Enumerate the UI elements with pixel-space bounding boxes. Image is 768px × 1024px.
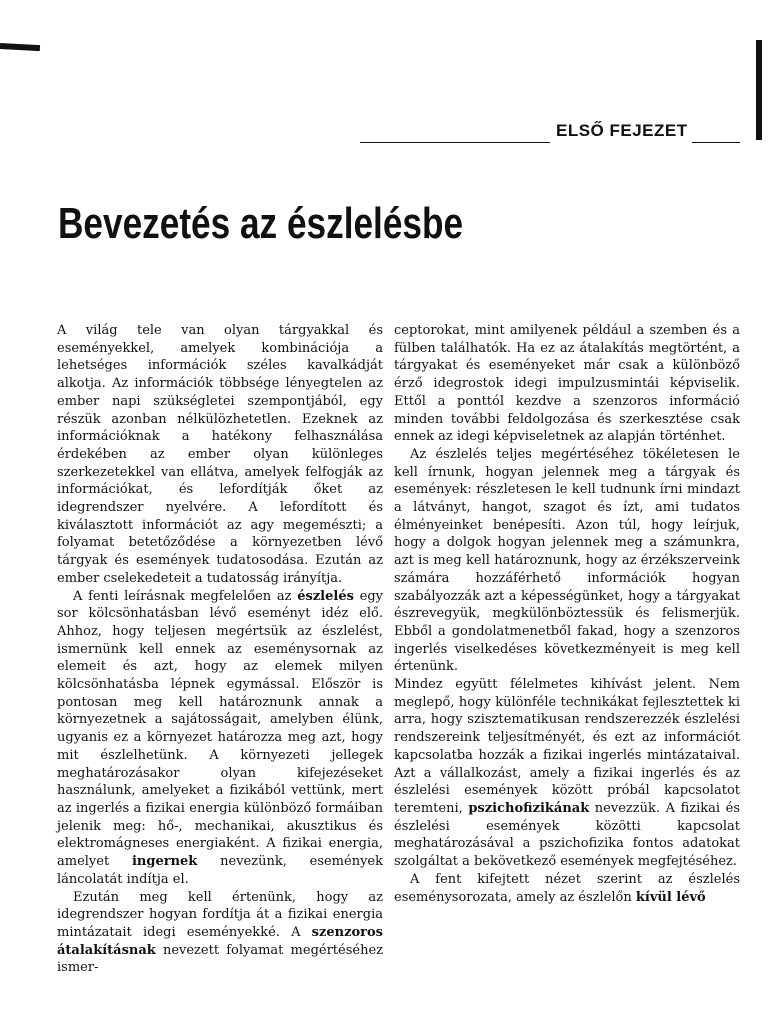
page-title: Bevezetés az észlelésbe [58, 199, 464, 248]
text-run: egy sor kölcsönhatásban lévő eseményt idéz elő. Ahhoz, hogy teljesen megértsük az észlelést, ismernünk kell ennek az eseménysornak az elemeit és azt, hogy az elemek milyen kölcsönhatásba lépnek egymással. Először is pontosan meg kell határoznunk annak a környezetnek a sajátosságait, amelyben élünk, ugyanis ez a környezet határozza meg azt, hogy mit észlelhetünk. A környezeti jellegek meghatározásakor olyan kifejezéseket használunk, amelyeket a fizikából vettünk, mert az ingerlés a fizikai energia különböző formáiban jelenik meg: hő-, mechanikai, akusztikus és elektromágneses energiaként. A fizikai energia, amelyet [57, 588, 383, 870]
text-run: A fenti leírásnak megfelelően az [73, 588, 298, 604]
term-ingernek: ingernek [131, 854, 198, 870]
scan-edge-mark-left [0, 43, 40, 51]
paragraph: ceptorokat, mint amilyenek például a szemben és a fülben találhatók. Ha ez az átalakítás megtörtént, a tárgyakat és eseményeket már csak a különböző érző idegrostok idegi impulzusmintái képviselik. Ettől a ponttól kezdve a szenzoros információ minden további feldolgozása és szerkesztése csak ennek az idegi képviseletnek az alapján történhet. [394, 323, 740, 445]
paragraph: Az észlelés teljes megértéséhez tökéletesen le kell írnunk, hogyan jelennek meg a tárgyak és események: részletesen le kell tudnunk írni mindazt a látványt, hangot, szagot és ízt, ami tudatos élményeinket benépesíti. Azon túl, hogy leírjuk, hogy a dolgok hogyan jelennek meg a számunkra, azt is meg kell határoznunk, hogy az érzékszerveink számára hozzáférhető információk hogyan szabályozzák azt a képességünket, hogy a tárgyakat észrevegyük, megkülönböztessük és felismerjük. Ebből a gondolatmenetből fakad, hogy a szenzoros ingerlés viselkedéses következményeit is meg kell értenünk. [394, 446, 740, 675]
text-run-bold: kívül lévő [635, 889, 706, 905]
paragraph: A világ tele van olyan tárgyakkal és eseményekkel, amelyek kombinációja a lehetséges információk széles kavalkádját alkotja. Az információk többsége lényegtelen az ember napi szükségletei szempontjából, egy részük azonban nélkülözhetetlen. Ezeknek az információknak a hatékony felhasználása érdekében az ember olyan különleges szerkezetekkel van ellátva, amelyek felfogják az információkat, és lefordítják őket az idegrendszer nyelvére. A lefordított és kiválasztott információt az agy megemészti; a folyamat betetőződése a környezetben lévő tárgyak és események tudatosodása. Ezután az ember cselekedeteit a tudatosság irányítja. [57, 323, 383, 586]
term-pszichofizika: pszichofizikának [468, 800, 590, 816]
chapter-header [360, 121, 740, 144]
paragraph [57, 588, 383, 889]
text-run: nevezzük. A fizikai és észlelési események közötti kapcsolat meghatározásával a pszichofizika fontos adatokat szolgáltat a bekövetkező események megfejtéséhez. [394, 800, 740, 870]
paragraph [394, 676, 740, 871]
paragraph [394, 871, 740, 906]
chapter-rule-right [692, 142, 740, 143]
scan-edge-mark-right [756, 40, 762, 140]
paragraph [57, 889, 383, 978]
text-run: nevezünk, események láncolatát indítja el. [57, 854, 383, 887]
chapter-label: ELSŐ FEJEZET [556, 121, 688, 140]
text-run: Ezután meg kell értenünk, hogy az idegrendszer hogyan fordítja át a fizikai energia mintázatait idegi eseményekké. A [57, 889, 383, 940]
text-column-left [57, 322, 383, 977]
text-run: A fent kifejtett nézet szerint az észlelés eseménysorozata, amely az észlelőn [394, 871, 740, 905]
term-eszleles: észlelés [297, 588, 354, 604]
term-szenzoros-atalakitas: szenzoros átalakításnak [57, 924, 383, 958]
text-column-right [394, 322, 740, 906]
text-run: Mindez együtt félelmetes kihívást jelent. Nem meglepő, hogy különféle technikákat fejlesztettek ki arra, hogy szisztematikusan rendszerezzék észlelési rendszereink teljesítményét, és ezt az információt kapcsolatba hozzák a fizikai ingerlés mintázataival. Azt a vállalkozást, amely a fizikai ingerlés és az észlelési események között próbál kapcsolatot teremteni, [394, 677, 740, 816]
chapter-rule-left [360, 142, 550, 143]
text-run: nevezett folyamat megértéséhez ismer- [57, 942, 383, 976]
